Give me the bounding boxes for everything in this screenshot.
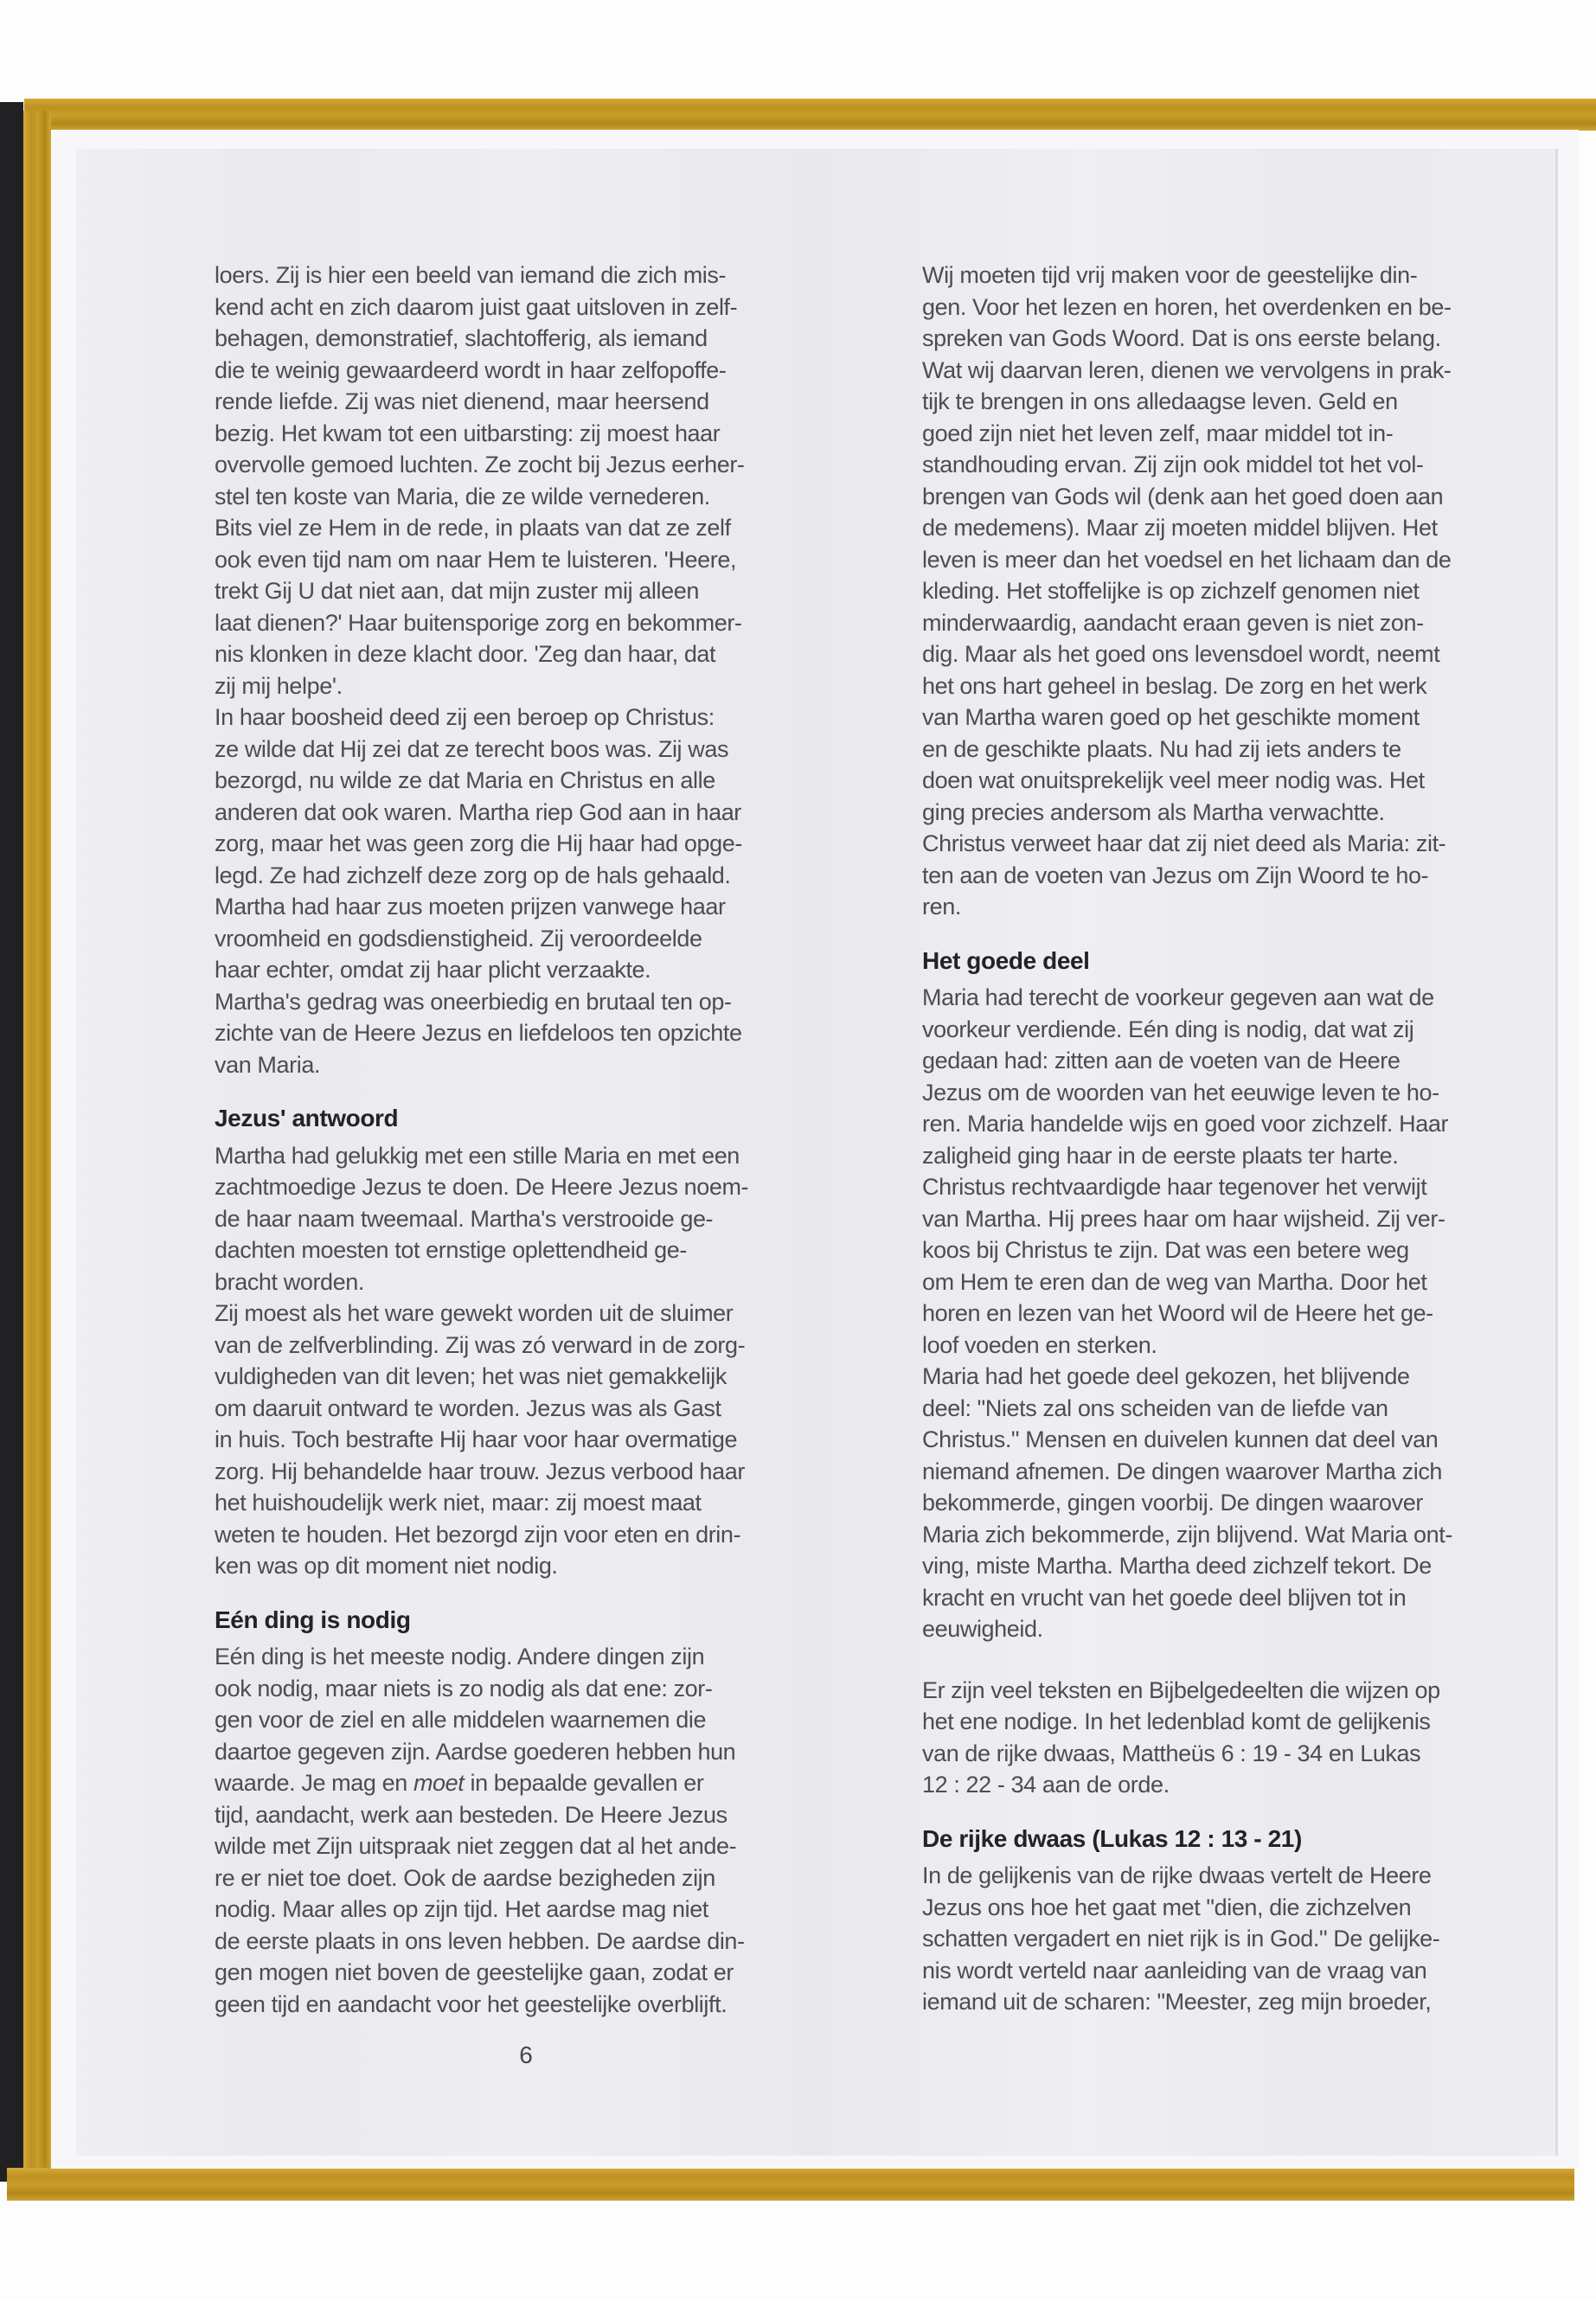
text-line: wilde met Zijn uitspraak niet zeggen dat al het ande- [215,1833,737,1859]
text-line: haar echter, omdat zij haar plicht verzaakte. [215,957,651,983]
text-line: bezorgd, nu wilde ze dat Maria en Christus en alle [215,767,715,793]
text-line: anderen dat ook waren. Martha riep God aan in haar [215,798,741,825]
text-line: minderwaardig, aandacht eraan geven is niet zon- [922,609,1424,636]
text-line: laat dienen?' Haar buitensporige zorg en bekommer- [215,609,742,636]
paragraph [922,982,1550,1645]
text-line: vroomheid en godsdienstigheid. Zij veroordeelde [215,925,702,952]
paragraph [922,1860,1550,2018]
text-line: dig. Maar als het goed ons levensdoel wordt, neemt [922,641,1440,667]
text-line: de eerste plaats in ons leven hebben. De aardse din- [215,1927,745,1954]
text-line: Jezus om de woorden van het eeuwige leven te ho- [922,1079,1439,1106]
text-line: leven is meer dan het voedsel en het lichaam dan de [922,546,1452,573]
text-line: legd. Ze had zichzelf deze zorg op de hals gehaald. [215,862,731,888]
paragraph [922,1675,1550,1801]
text-line: in huis. Toch bestrafte Hij haar voor haar overmatige [215,1426,738,1452]
text-line: Maria zich bekommerde, zijn blijvend. Wat Maria ont- [922,1521,1452,1548]
text-line: Wat wij daarvan leren, dienen we vervolgens in prak- [922,356,1452,383]
text-line: behagen, demonstratief, slachtofferig, als iemand [215,325,708,351]
text-line: kracht en vrucht van het goede deel blijven tot in [922,1584,1407,1611]
text-line: gen mogen niet boven de geestelijke gaan, zodat er [215,1959,734,1985]
text-line: overvolle gemoed luchten. Ze zocht bij Jezus eerher- [215,452,745,478]
text-line: Bits viel ze Hem in de rede, in plaats van dat ze zelf [215,515,731,541]
text-line: Christus." Mensen en duivelen kunnen dat deel van [922,1426,1439,1452]
text-line: gen voor de ziel en alle middelen waarnemen die [215,1707,707,1733]
paragraph-gap [922,1645,1550,1675]
text-line: ook nodig, maar niets is zo nodig als dat ene: zor- [215,1675,713,1702]
text-line: stel ten koste van Maria, die ze wilde vernederen. [215,483,710,510]
text-line: de medemens). Maar zij moeten middel blijven. Het [922,515,1438,541]
section-heading: De rijke dwaas (Lukas 12 : 13 - 21) [922,1824,1302,1852]
text-line: ging precies andersom als Martha verwachtte. [922,798,1385,825]
text-line: zij mij helpe'. [215,672,343,699]
text-line: Maria had het goede deel gekozen, het blijvende [922,1363,1410,1389]
paragraph [215,1140,837,1582]
text-line: bracht worden. [215,1268,364,1295]
text-line: spreken van Gods Woord. Dat is ons eerste belang. [922,325,1441,351]
text-line: Christus rechtvaardigde haar tegenover het verwijt [922,1174,1427,1200]
text-line: horen en lezen van het Woord wil de Heere het ge- [922,1300,1433,1326]
text-line: ving, miste Martha. Martha deed zichzelf tekort. De [922,1553,1432,1579]
text-line: Martha had gelukkig met een stille Maria en met een [215,1142,740,1169]
text-column-right [922,260,1550,2018]
text-line: tijk te brengen in ons alledaagse leven. Geld en [922,388,1398,414]
text-line: om Hem te eren dan de weg van Martha. Door het [922,1268,1427,1295]
text-line: 12 : 22 - 34 aan de orde. [922,1772,1170,1798]
text-line: tijd, aandacht, werk aan besteden. De Heere Jezus [215,1801,727,1828]
text-line: deel: "Niets zal ons scheiden van de liefde van [922,1394,1388,1421]
text-line: weten te houden. Het bezorgd zijn voor eten en drin- [215,1521,741,1548]
text-line: om daaruit ontward te worden. Jezus was als Gast [215,1394,721,1421]
section-heading: Het goede deel [922,946,1090,974]
text-line: Zij moest als het ware gewekt worden uit de sluimer [215,1300,734,1326]
text-line: trekt Gij U dat niet aan, dat mijn zuster mij alleen [215,578,699,604]
text-line: geen tijd en aandacht voor het geestelijke overblijft. [215,1990,727,2017]
page-number: 6 [519,2041,533,2068]
text-line: van Maria. [215,1051,321,1078]
text-line: Christus verweet haar dat zij niet deed als Maria: zit- [922,830,1446,856]
text-line: ren. Maria handelde wijs en goed voor zichzelf. Haar [922,1111,1449,1137]
text-line: goed zijn niet het leven zelf, maar middel tot in- [922,420,1394,446]
paragraph [922,260,1550,923]
text-line: Eén ding is het meeste nodig. Andere dingen zijn [215,1644,705,1670]
text-column-left [215,260,837,2020]
text-line: ten aan de voeten van Jezus om Zijn Woord te ho- [922,862,1429,888]
text-line: van de rijke dwaas, Mattheüs 6 : 19 - 34 en Lukas [922,1740,1421,1766]
text-line: en de geschikte plaats. Nu had zij iets anders te [922,735,1401,762]
text-line: gedaan had: zitten aan de voeten van de Heere [922,1048,1401,1074]
text-line: Jezus ons hoe het gaat met "dien, die zichzelven [922,1894,1412,1920]
text-line: zaligheid ging haar in de eerste plaats ter harte. [922,1142,1399,1169]
gold-border-top [24,99,1596,131]
text-line: vuldigheden van dit leven; het was niet gemakkelijk [215,1363,727,1389]
text-line: In haar boosheid deed zij een beroep op Christus: [215,704,715,730]
text-line: ren. [922,894,961,920]
gold-border-left [23,111,51,2199]
text-line: bekommerde, gingen voorbij. De dingen waarover [922,1490,1423,1516]
text-line: ook even tijd nam om naar Hem te luisteren. 'Heere, [215,546,737,573]
text-line: Martha's gedrag was oneerbiedig en brutaal ten op- [215,988,732,1015]
paragraph [215,1641,837,2020]
text-line: daartoe gegeven zijn. Aardse goederen hebben hun [215,1738,736,1765]
text-line: Maria had terecht de voorkeur gegeven aan wat de [922,984,1434,1010]
paragraph [215,260,837,1080]
text-line: Martha had haar zus moeten prijzen vanwege haar [215,894,726,920]
text-line: In de gelijkenis van de rijke dwaas vertelt de Heere [922,1862,1432,1888]
text-line: dachten moesten tot ernstige oplettendheid ge- [215,1237,687,1263]
book-cover-edge [0,102,23,2182]
text-line: nodig. Maar alles op zijn tijd. Het aardse mag niet [215,1896,708,1922]
text-line: ken was op dit moment niet nodig. [215,1553,558,1579]
text-line: re er niet toe doet. Ook de aardse bezigheden zijn [215,1864,715,1891]
section-heading: Eén ding is nodig [215,1606,411,1633]
text-line: het huishoudelijk werk niet, maar: zij moest maat [215,1490,702,1516]
text-line: loof voeden en sterken. [922,1331,1157,1358]
text-line: ze wilde dat Hij zei dat ze terecht boos was. Zij was [215,735,729,762]
text-line: zachtmoedige Jezus te doen. De Heere Jezus noem- [215,1174,749,1200]
text-line: loers. Zij is hier een beeld van iemand die zich mis- [215,262,727,288]
text-line: schatten vergadert en niet rijk is in God." De gelijke- [922,1926,1440,1952]
section-heading: Jezus' antwoord [215,1105,399,1131]
text-line: Er zijn veel teksten en Bijbelgedeelten die wijzen op [922,1676,1440,1703]
text-line: iemand uit de scharen: "Meester, zeg mijn broeder, [922,1989,1432,2015]
text-line: het ons hart geheel in beslag. De zorg en het werk [922,672,1427,699]
text-line: kend acht en zich daarom juist gaat uitsloven in zelf- [215,293,738,320]
text-line: doen wat onuitsprekelijk veel meer nodig was. Het [922,767,1425,793]
text-line: die te weinig gewaardeerd wordt in haar zelfopoffe- [215,356,727,383]
text-line: het ene nodige. In het ledenblad komt de gelijkenis [922,1708,1431,1734]
text-line: gen. Voor het lezen en horen, het overdenken en be- [922,293,1452,320]
text-line: eeuwigheid. [922,1616,1043,1642]
text-line: van Martha. Hij prees haar om haar wijsheid. Zij ver- [922,1205,1445,1232]
text-line: Wij moeten tijd vrij maken voor de geestelijke din- [922,262,1418,288]
text-line: de haar naam tweemaal. Martha's verstrooide ge- [215,1205,714,1232]
text-line: zorg, maar het was geen zorg die Hij haar had opge- [215,830,742,856]
text-line: nis wordt verteld naar aanleiding van de vraag van [922,1957,1427,1984]
text-line: van Martha waren goed op het geschikte moment [922,704,1420,730]
text-line: standhouding ervan. Zij zijn ook middel tot het vol- [922,452,1424,478]
text-line: waarde. Je mag en moet in bepaalde gevallen er [215,1770,704,1796]
text-line: rende liefde. Zij was niet dienend, maar heersend [215,388,709,414]
gold-border-bottom [7,2168,1574,2201]
text-line: zichte van de Heere Jezus en liefdeloos ten opzichte [215,1020,742,1046]
text-line: bezig. Het kwam tot een uitbarsting: zij moest haar [215,420,721,446]
text-line: kleding. Het stoffelijke is op zichzelf genomen niet [922,578,1420,604]
text-line: brengen van Gods wil (denk aan het goed doen aan [922,483,1444,510]
text-line: nis klonken in deze klacht door. 'Zeg dan haar, dat [215,641,716,667]
text-line: voorkeur verdiende. Eén ding is nodig, dat wat zij [922,1016,1414,1042]
text-line: koos bij Christus te zijn. Dat was een betere weg [922,1237,1409,1263]
text-line: niemand afnemen. De dingen waarover Martha zich [922,1458,1443,1484]
page-edge-shadow [1555,149,1558,2156]
text-line: van de zelfverblinding. Zij was zó verward in de zorg- [215,1331,746,1358]
text-line: zorg. Hij behandelde haar trouw. Jezus verbood haar [215,1458,745,1484]
